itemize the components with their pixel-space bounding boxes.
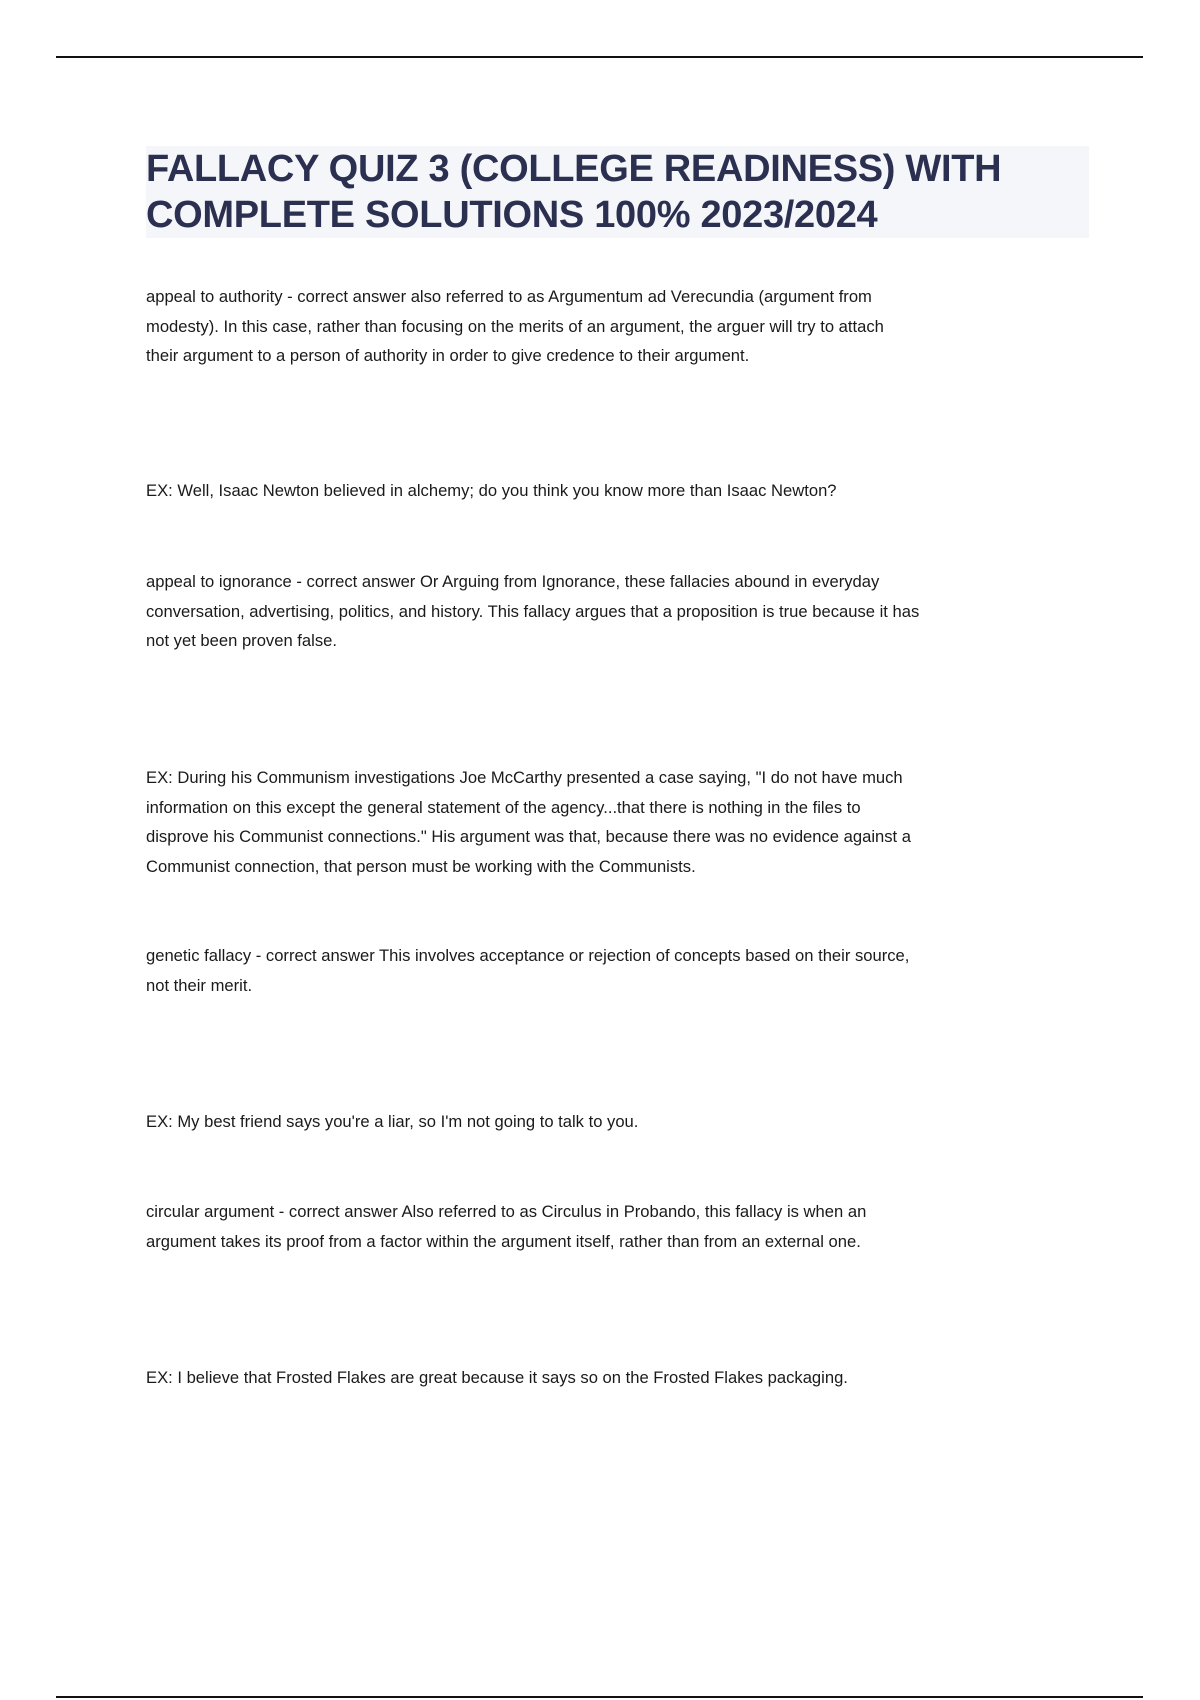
text-line: EX: Well, Isaac Newton believed in alchemy; do you think you know more than Isaac Newton? [146,481,837,500]
example-circular-argument [146,1363,1106,1393]
text-line: not yet been proven false. [146,631,337,650]
text-line: conversation, advertising, politics, and history. This fallacy argues that a proposition is true because it has [146,601,920,621]
title-line: FALLACY QUIZ 3 (COLLEGE READINESS) WITH [146,148,1002,190]
term-circular-argument [146,1197,1106,1256]
example-genetic-fallacy [146,1107,1106,1137]
title-line: COMPLETE SOLUTIONS 100% 2023/2024 [146,194,878,236]
text-line: not their merit. [146,975,253,995]
term-genetic-fallacy [146,941,1106,1000]
text-line: appeal to authority - correct answer also referred to as Argumentum ad Verecundia (argument from [146,287,872,306]
bottom-rule [56,1696,1143,1698]
term-appeal-to-authority [146,282,1106,371]
document-title [146,146,1089,238]
text-line: modesty). In this case, rather than focusing on the merits of an argument, the arguer will try to attach [146,316,884,336]
text-line: appeal to ignorance - correct answer Or Arguing from Ignorance, these fallacies abound in everyday [146,572,880,591]
text-line: their argument to a person of authority in order to give credence to their argument. [146,346,750,365]
top-rule [56,56,1143,58]
text-line: information on this except the general statement of the agency...that there is nothing in the files to [146,797,861,817]
text-line: genetic fallacy - correct answer This involves acceptance or rejection of concepts based on their source, [146,946,910,965]
text-line: EX: I believe that Frosted Flakes are great because it says so on the Frosted Flakes packaging. [146,1368,848,1387]
term-appeal-to-ignorance [146,567,1106,656]
text-line: disprove his Communist connections." His argument was that, because there was no evidence against a [146,827,911,846]
text-line: EX: My best friend says you're a liar, so I'm not going to talk to you. [146,1112,639,1131]
text-line: argument takes its proof from a factor within the argument itself, rather than from an external one. [146,1231,861,1251]
text-line: Communist connection, that person must be working with the Communists. [146,856,696,876]
text-line: circular argument - correct answer Also referred to as Circulus in Probando, this fallacy is when an [146,1202,867,1221]
example-appeal-to-ignorance [146,763,1106,881]
example-appeal-to-authority [146,476,1106,506]
text-line: EX: During his Communism investigations Joe McCarthy presented a case saying, "I do not have much [146,768,903,787]
